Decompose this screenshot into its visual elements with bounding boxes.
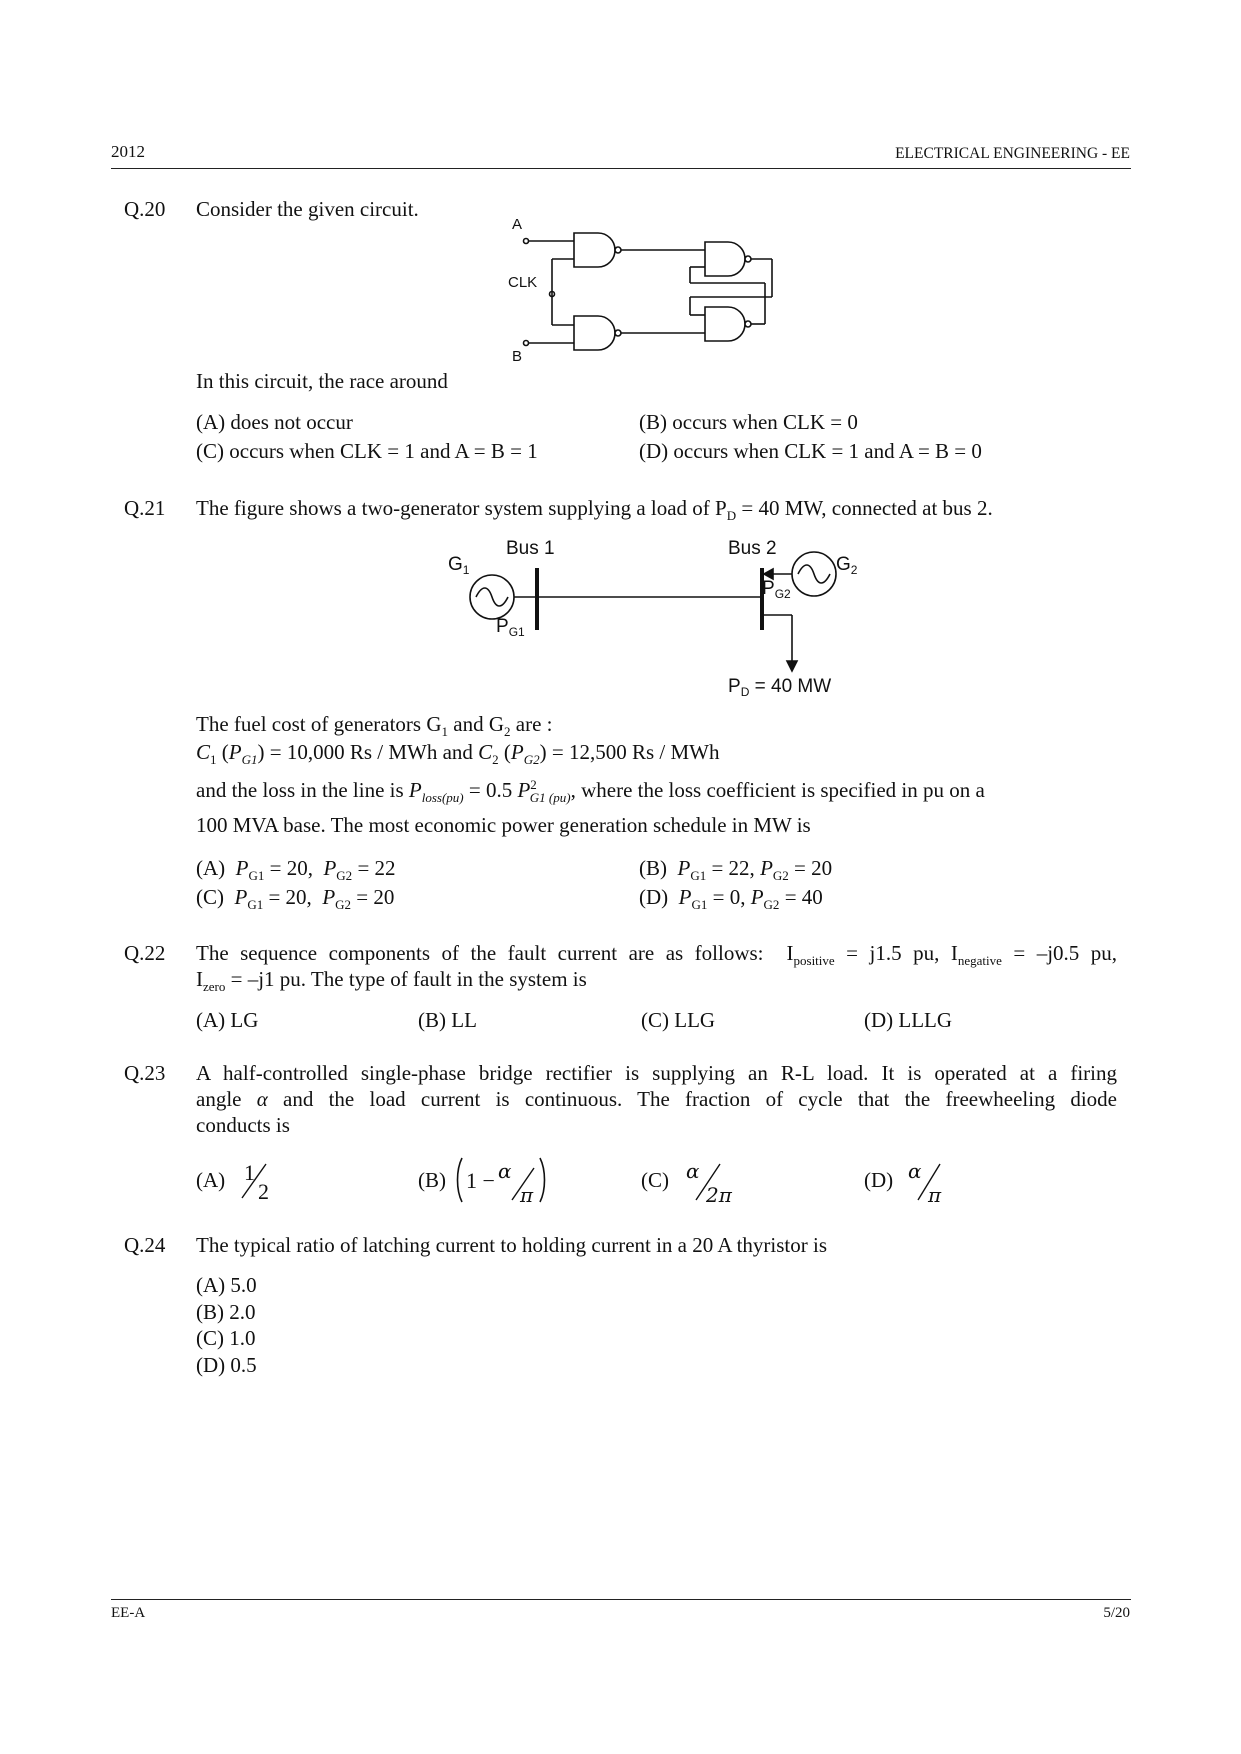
footer-rule (111, 1599, 1131, 1600)
option-c[interactable]: (C) $P_{G1} = 20$, $P_{G2} = 20$ (196, 885, 395, 913)
question-line-2: angle α and the load current is continuous. The fraction of cycle that the freewheeling diode (196, 1087, 1117, 1111)
option-d[interactable]: (D) 0.5 (196, 1353, 257, 1377)
svg-text:1: 1 (244, 1160, 255, 1185)
question-number: Q.24 (124, 1233, 166, 1257)
cost-equation: $C_1$ $(P_{G1}) = 10,000$ Rs / MWh and $C_2$ $(P_{G2}) = 12,500$ Rs / MWh (196, 740, 720, 768)
option-c-fraction (682, 1156, 742, 1208)
two-generator-system-diagram (440, 530, 880, 700)
question-prompt: The typical ratio of latching current to holding current in a 20 A thyristor is (196, 1233, 828, 1257)
option-a[interactable]: (A) 5.0 (196, 1273, 257, 1297)
question-number: Q.20 (124, 197, 166, 221)
question-number: Q.23 (124, 1061, 166, 1085)
option-d-fraction (904, 1156, 954, 1208)
question-line-2: $I_{zero} = -j1$ pu. The type of fault in the system is (196, 967, 587, 995)
option-d[interactable]: (D) occurs when CLK = 1 and A = B = 0 (639, 439, 982, 463)
header-year: 2012 (111, 142, 145, 161)
option-b-fraction (454, 1152, 554, 1208)
question-stem: In this circuit, the race around (196, 369, 448, 393)
option-a[interactable]: (A) does not occur (196, 410, 353, 434)
svg-text:2: 2 (258, 1179, 269, 1204)
option-d[interactable]: (D) (864, 1168, 894, 1192)
g2-label: $G_2$ (836, 554, 858, 577)
option-b[interactable]: (B) 2.0 (196, 1300, 256, 1324)
bus1-label: Bus 1 (506, 538, 555, 559)
option-b[interactable]: (B) LL (418, 1008, 477, 1032)
svg-text:α: α (908, 1159, 922, 1183)
question-number: Q.22 (124, 941, 166, 965)
header-title: ELECTRICAL ENGINEERING - EE (895, 145, 1130, 162)
input-a-label: A (512, 216, 523, 233)
question-number: Q.21 (124, 496, 166, 520)
input-clk-label: CLK (508, 274, 538, 291)
footer-code: EE-A (111, 1605, 146, 1621)
option-b[interactable]: (B) $P_{G1} = 22$, $P_{G2} = 20$ (639, 856, 833, 884)
option-c[interactable]: (C) 1.0 (196, 1326, 256, 1350)
option-c[interactable]: (C) LLG (641, 1008, 716, 1032)
option-b[interactable]: (B) (418, 1168, 446, 1192)
question-prompt: The figure shows a two-generator system supplying a load of $P_D = 40$ MW, connected at bus 2. (196, 496, 993, 524)
input-b-label: B (512, 348, 523, 365)
option-a[interactable]: (A) (196, 1168, 226, 1192)
svg-text:1 −: 1 − (466, 1168, 495, 1193)
question-prompt: Consider the given circuit. (196, 197, 419, 221)
fuel-cost-line: The fuel cost of generators $G_1$ and $G_2$ are : (196, 712, 553, 740)
pg1-label: $P_{G1}$ (496, 616, 525, 639)
g1-label: $G_1$ (448, 554, 470, 577)
option-a[interactable]: (A) $P_{G1} = 20$, $P_{G2} = 22$ (196, 856, 396, 884)
footer-page-number: 5/20 (1103, 1605, 1130, 1621)
option-d[interactable]: (D) $P_{G1} = 0$, $P_{G2} = 40$ (639, 885, 823, 913)
svg-text:π: π (928, 1183, 942, 1207)
option-b[interactable]: (B) occurs when CLK = 0 (639, 410, 858, 434)
option-c[interactable]: (C) occurs when CLK = 1 and A = B = 1 (196, 439, 538, 463)
pg2-label: $P_{G2}$ (762, 578, 791, 601)
logic-circuit-diagram (490, 215, 810, 365)
svg-text:2π: 2π (706, 1183, 732, 1207)
bus2-label: Bus 2 (728, 538, 777, 559)
svg-text:α: α (498, 1159, 512, 1183)
question-line-3: conducts is (196, 1113, 290, 1137)
option-a-fraction (238, 1158, 278, 1204)
question-line-1: A half-controlled single-phase bridge rectifier is supplying an R-L load. It is operated at a firing (196, 1061, 1117, 1085)
svg-text:α: α (686, 1159, 700, 1183)
header-rule (111, 168, 1131, 169)
option-c[interactable]: (C) (641, 1168, 669, 1192)
option-d[interactable]: (D) LLLG (864, 1008, 953, 1032)
loss-line: and the loss in the line is $P_{loss(pu)} = 0.5$ $P^2_{G1 (pu)}$, where the loss coefficient is specified in pu on a (196, 777, 985, 806)
question-line-1: The sequence components of the fault current are as follows: $I_{positive} = j1.5$ pu, $I_{negative} = -j0.5$ pu, (196, 941, 1118, 969)
option-a[interactable]: (A) LG (196, 1008, 259, 1032)
loss-line-2: 100 MVA base. The most economic power generation schedule in MW is (196, 813, 811, 837)
pd-label: $P_D = 40$ MW (728, 676, 832, 699)
svg-text:π: π (520, 1183, 534, 1207)
